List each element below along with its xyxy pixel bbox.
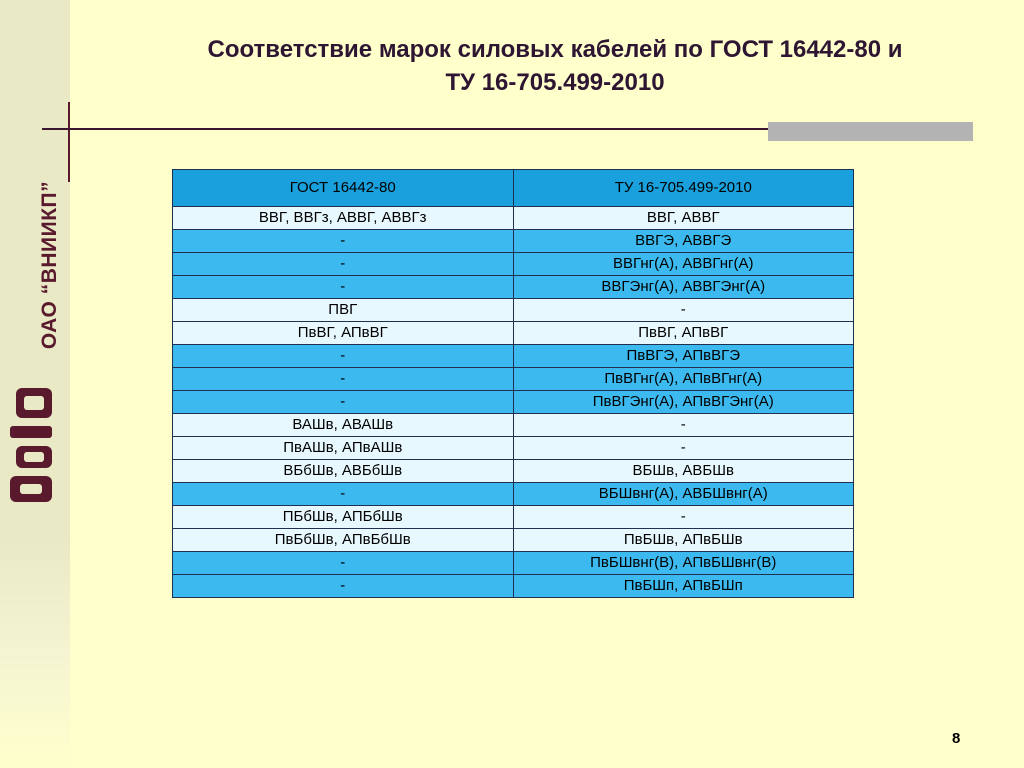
page-number: 8 — [952, 730, 961, 747]
cell-tu: ПвВГ, АПвВГ — [513, 322, 854, 345]
table-row — [173, 437, 854, 460]
cell-tu: ПвБШп, АПвБШп — [513, 575, 854, 598]
cell-gost: ПвВГ, АПвВГ — [173, 322, 514, 345]
table-header-row — [173, 170, 854, 207]
cell-gost: - — [173, 253, 514, 276]
cell-gost: ВБбШв, АВБбШв — [173, 460, 514, 483]
cell-gost: - — [173, 391, 514, 414]
table-row — [173, 276, 854, 299]
table-row — [173, 575, 854, 598]
table-row — [173, 391, 854, 414]
table-row — [173, 368, 854, 391]
cell-tu: ПвВГЭ, АПвВГЭ — [513, 345, 854, 368]
cable-correspondence-table — [172, 169, 854, 598]
cell-tu: - — [513, 437, 854, 460]
column-header-gost: ГОСТ 16442-80 — [173, 170, 514, 207]
company-name: ОАО “ВНИИКП” — [38, 180, 61, 350]
cell-gost: - — [173, 575, 514, 598]
cell-gost: - — [173, 483, 514, 506]
page-title — [90, 33, 1020, 99]
table-row — [173, 552, 854, 575]
cell-gost: ВАШв, АВАШв — [173, 414, 514, 437]
cell-tu: ПвБШв, АПвБШв — [513, 529, 854, 552]
table-row — [173, 230, 854, 253]
cell-tu: ВБШв, АВБШв — [513, 460, 854, 483]
title-line-2: ТУ 16-705.499-2010 — [445, 69, 665, 96]
table-row — [173, 506, 854, 529]
vertical-divider — [68, 102, 70, 182]
table-row — [173, 483, 854, 506]
column-header-tu: ТУ 16-705.499-2010 — [513, 170, 854, 207]
cell-gost: - — [173, 552, 514, 575]
cell-tu: - — [513, 506, 854, 529]
company-logo-icon — [6, 380, 56, 510]
cell-gost: ПвАШв, АПвАШв — [173, 437, 514, 460]
cell-gost: - — [173, 276, 514, 299]
cell-tu: ВВГнг(А), АВВГнг(А) — [513, 253, 854, 276]
table-row — [173, 207, 854, 230]
cell-tu: ПвБШвнг(В), АПвБШвнг(В) — [513, 552, 854, 575]
decorative-bar — [768, 122, 973, 141]
cell-gost: ПБбШв, АПБбШв — [173, 506, 514, 529]
cell-tu: - — [513, 414, 854, 437]
table-row — [173, 253, 854, 276]
cell-gost: ПВГ — [173, 299, 514, 322]
cell-gost: ПвБбШв, АПвБбШв — [173, 529, 514, 552]
table-row — [173, 345, 854, 368]
cell-tu: ПвВГнг(А), АПвВГнг(А) — [513, 368, 854, 391]
cell-tu: ВВГ, АВВГ — [513, 207, 854, 230]
cell-tu: ВВГЭнг(А), АВВГЭнг(А) — [513, 276, 854, 299]
title-line-1: Соответствие марок силовых кабелей по ГОСТ 16442-80 и — [207, 36, 903, 63]
cell-tu: ВВГЭ, АВВГЭ — [513, 230, 854, 253]
table-row — [173, 460, 854, 483]
cell-tu: ПвВГЭнг(А), АПвВГЭнг(А) — [513, 391, 854, 414]
cell-tu: ВБШвнг(А), АВБШвнг(А) — [513, 483, 854, 506]
cell-gost: - — [173, 368, 514, 391]
table-row — [173, 322, 854, 345]
table-row — [173, 529, 854, 552]
table-row — [173, 299, 854, 322]
cell-gost: - — [173, 345, 514, 368]
cell-gost: ВВГ, ВВГз, АВВГ, АВВГз — [173, 207, 514, 230]
table-row — [173, 414, 854, 437]
cell-gost: - — [173, 230, 514, 253]
cell-tu: - — [513, 299, 854, 322]
